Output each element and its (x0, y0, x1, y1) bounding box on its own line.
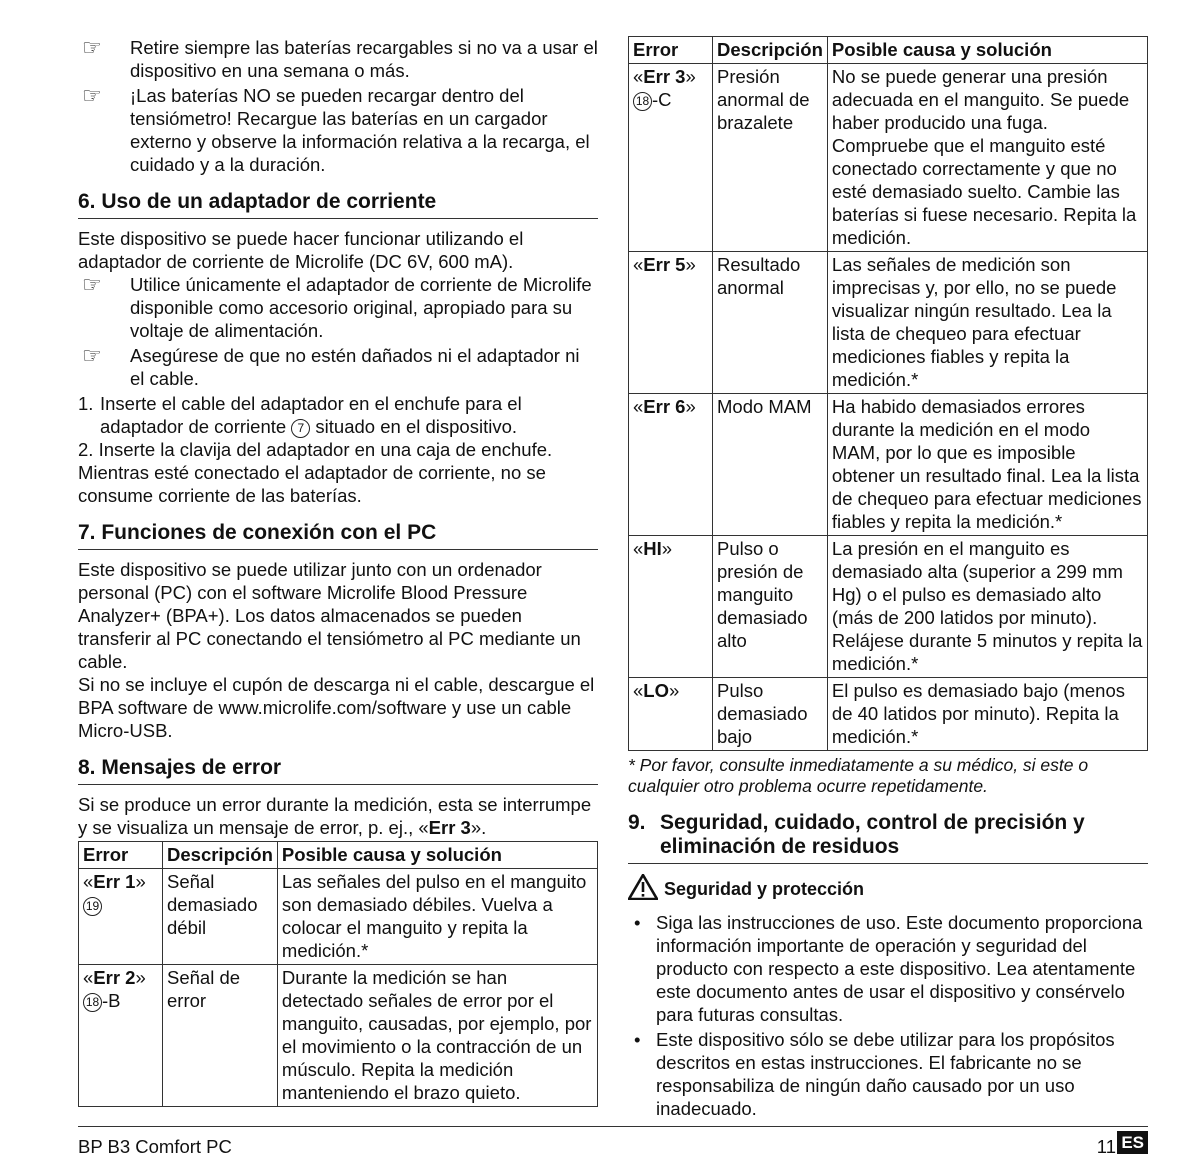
step-1 (78, 392, 598, 438)
error-code: Err 5 (643, 254, 686, 275)
intro-text: Si se produce un error durante la medición, esta se interrumpe y se visualiza un mensaje de error, p. ej., « (78, 794, 592, 838)
warning-triangle-icon (628, 874, 664, 905)
note-item (78, 344, 598, 390)
error-code-cell: «Err 3» 18 -C (629, 64, 713, 252)
bullet: • (634, 1029, 641, 1050)
note-text: Asegúrese de que no estén dañados ni el adaptador ni el cable. (130, 345, 580, 389)
error-table-left (78, 841, 598, 1107)
page-footer (78, 1126, 1148, 1157)
table-row (79, 965, 598, 1107)
error-code-cell: «LO» (629, 678, 713, 751)
error-cause-solution: Las señales de medición son imprecisas y, por ello, no se puede visualizar ningún resultado. Lea la lista de chequeo para efectuar mediciones fiables y repita la medición.* (827, 252, 1147, 394)
section-7-heading: 7. Funciones de conexión con el PC (78, 521, 598, 550)
table-row (629, 536, 1148, 678)
table-row (629, 394, 1148, 536)
table-row (629, 64, 1148, 252)
safety-list (628, 911, 1148, 1120)
error-cause-solution: Las señales del pulso en el manguito son demasiado débiles. Vuelva a colocar el manguito y repita la medición.* (277, 869, 597, 965)
pointing-hand-icon: ☞ (82, 35, 102, 60)
column-header: Descripción (713, 37, 828, 64)
warning-heading (628, 874, 1148, 905)
error-code: Err 1 (93, 871, 136, 892)
error-cause-solution: Durante la medición se han detectado señales de error por el manguito, causadas, por ejemplo, por el movimiento o la contracción de un músculo. Repita la medición manteniendo el brazo quieto. (277, 965, 597, 1107)
step-text-part: situado en el dispositivo. (310, 416, 518, 437)
error-description: Pulso demasiado bajo (713, 678, 828, 751)
error-code-cell: «Err 2» 18 -B (79, 965, 163, 1107)
section-number: 9. (628, 811, 646, 834)
error-code: Err 2 (93, 967, 136, 988)
table-header-row (79, 842, 598, 869)
error-table-right (628, 36, 1148, 751)
error-description: Señal demasiado débil (163, 869, 278, 965)
error-code-cell: «HI» (629, 536, 713, 678)
error-code-cell: «Err 6» (629, 394, 713, 536)
section-7-paragraph: Este dispositivo se puede utilizar junto con un ordenador personal (PC) con el software Microlife Blood Pressure Analyzer+ (BPA+). Los datos almacenados se pueden transferir al PC conectando el tensiómetro al PC mediante un cable. (78, 559, 581, 672)
error-code-cell: «Err 1» 19 (79, 869, 163, 965)
error-code-cell: «Err 5» (629, 252, 713, 394)
note-item (78, 273, 598, 342)
note-item (78, 36, 598, 82)
note-text: Utilice únicamente el adaptador de corriente de Microlife disponible como accesorio original, apropiado para su voltaje de alimentación. (130, 274, 592, 341)
ref-marker: 18 (83, 993, 102, 1012)
pointing-hand-icon: ☞ (82, 272, 102, 297)
column-header: Posible causa y solución (827, 37, 1147, 64)
section-8-intro (78, 793, 598, 839)
error-description: Señal de error (163, 965, 278, 1107)
error-cause-solution: Ha habido demasiados errores durante la medición en el modo MAM, por lo que es imposible obtener un resultado final. Lea la lista de chequeo para efectuar mediciones fiables y repita la medición.* (827, 394, 1147, 536)
list-item (628, 911, 1148, 1026)
section-title: Seguridad, cuidado, control de precisión y eliminación de residuos (660, 811, 1085, 858)
section-7-paragraph: Si no se incluye el cupón de descarga ni el cable, descargue el BPA software de www.microlife.com/software y use un cable Micro-USB. (78, 674, 595, 741)
section-9-heading (628, 811, 1148, 864)
error-description: Presión anormal de brazalete (713, 64, 828, 252)
error-code: Err 6 (643, 396, 686, 417)
list-item-text: Este dispositivo sólo se debe utilizar para los propósitos descritos en estas instrucciones. El fabricante no se responsabiliza de ningún daño causado por un uso inadecuado. (656, 1029, 1115, 1119)
warning-label: Seguridad y protección (664, 879, 865, 899)
page-number: 11 (1096, 1136, 1116, 1157)
section-6-outro: Mientras esté conectado el adaptador de corriente, no se consume corriente de las baterías. (78, 462, 546, 506)
error-description: Modo MAM (713, 394, 828, 536)
step-text-part: Inserte el cable del adaptador en el enchufe para el adaptador de corriente (100, 393, 522, 437)
section-6-intro: Este dispositivo se puede hacer funcionar utilizando el adaptador de corriente de Microlife (DC 6V, 600 mA). (78, 228, 524, 272)
note-text: Retire siempre las baterías recargables si no va a usar el dispositivo en una semana o más. (130, 37, 598, 81)
step-2: 2. Inserte la clavija del adaptador en una caja de enchufe. (78, 439, 553, 460)
column-header: Error (79, 842, 163, 869)
pointing-hand-icon: ☞ (82, 83, 102, 108)
error-code: LO (643, 680, 669, 701)
pointing-hand-icon: ☞ (82, 343, 102, 368)
table-row (629, 678, 1148, 751)
language-badge: ES (1117, 1131, 1148, 1154)
error-cause-solution: No se puede generar una presión adecuada en el manguito. Se puede haber producido una fuga. Compruebe que el manguito esté conectado correctamente y que no esté demasiado suelto. Cambie las baterías si fuese necesario. Repita la medición. (827, 64, 1147, 252)
error-code: Err 3 (428, 817, 471, 838)
note-text: ¡Las baterías NO se pueden recargar dentro del tensiómetro! Recargue las baterías en un cargador externo y observe la información relativa a la recarga, el cuidado y a la duración. (130, 85, 590, 175)
note-item (78, 84, 598, 176)
error-cause-solution: El pulso es demasiado bajo (menos de 40 latidos por minuto). Repita la medición.* (827, 678, 1147, 751)
table-header-row (629, 37, 1148, 64)
step-text (100, 392, 598, 438)
ref-marker: 7 (291, 419, 310, 438)
step-number: 1. (78, 393, 94, 414)
column-header: Descripción (163, 842, 278, 869)
ref-marker: 19 (83, 897, 102, 916)
section-6-heading: 6. Uso de un adaptador de corriente (78, 190, 598, 219)
model-name: BP B3 Comfort PC (78, 1136, 232, 1157)
error-code: HI (643, 538, 662, 559)
table-row (629, 252, 1148, 394)
section-8-heading: 8. Mensajes de error (78, 756, 598, 785)
intro-text: ». (470, 817, 487, 838)
list-item-text: Siga las instrucciones de uso. Este documento proporciona información importante de operación y seguridad del producto con respecto a este dispositivo. Lea atentamente este documento antes de usar el dispositivo y consérvelo para futuras consultas. (656, 912, 1143, 1025)
error-description: Resultado anormal (713, 252, 828, 394)
table-footnote: * Por favor, consulte inmediatamente a su médico, si este o cualquier otro problema ocurre repetidamente. (628, 755, 1089, 796)
bullet: • (634, 912, 641, 933)
error-code: Err 3 (643, 66, 686, 87)
list-item (628, 1028, 1148, 1120)
error-description: Pulso o presión de manguito demasiado alto (713, 536, 828, 678)
left-column (78, 36, 598, 1107)
ref-marker: 18 (633, 92, 652, 111)
right-column (628, 36, 1148, 1122)
error-cause-solution: La presión en el manguito es demasiado alta (superior a 299 mm Hg) o el pulso es demasiado alto (más de 200 latidos por minuto). Relájese durante 5 minutos y repita la medición.* (827, 536, 1147, 678)
table-row (79, 869, 598, 965)
column-header: Error (629, 37, 713, 64)
column-header: Posible causa y solución (277, 842, 597, 869)
